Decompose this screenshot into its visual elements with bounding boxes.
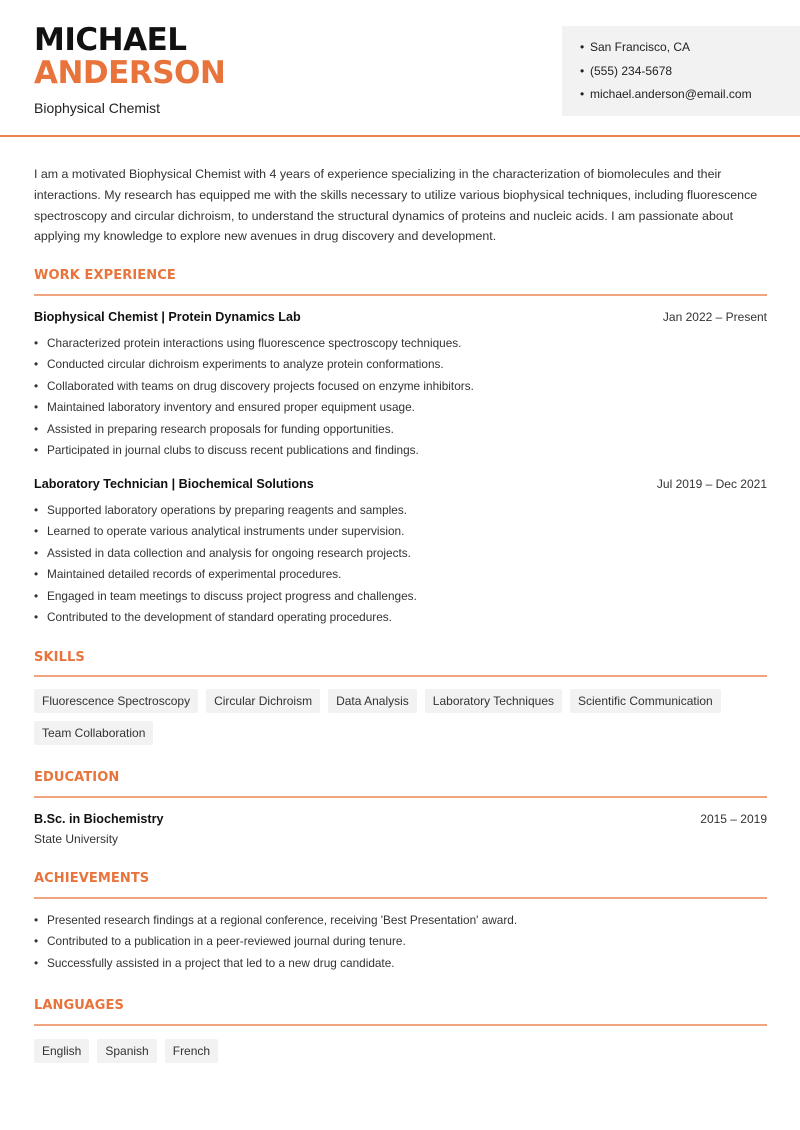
list-item: • Maintained detailed records of experimental procedures.	[34, 567, 417, 588]
list-item: • Learned to operate various analytical instruments under supervision.	[34, 524, 417, 545]
contact-phone: • (555) 234-5678	[580, 63, 800, 87]
job-dates: Jul 2019 – Dec 2021	[656, 477, 767, 491]
section-divider	[34, 294, 767, 296]
education-entry-header	[34, 812, 767, 826]
section-title-skills: SKILLS	[34, 650, 85, 665]
list-item: • Supported laboratory operations by preparing reagents and samples.	[34, 503, 417, 524]
language-tag: French	[165, 1039, 218, 1063]
job-heading: Laboratory Technician | Biochemical Solutions	[34, 477, 314, 491]
section-title-work: WORK EXPERIENCE	[34, 268, 176, 283]
list-item: • Maintained laboratory inventory and ensured proper equipment usage.	[34, 400, 474, 421]
achievement-bullets	[34, 913, 517, 977]
list-item: • Participated in journal clubs to discuss recent publications and findings.	[34, 443, 474, 464]
contact-email[interactable]: • michael.anderson@email.com	[580, 86, 800, 110]
language-tag: Spanish	[97, 1039, 156, 1063]
list-item: • Presented research findings at a regional conference, receiving 'Best Presentation' award.	[34, 913, 517, 934]
degree: B.Sc. in Biochemistry	[34, 812, 164, 826]
job-entry-header	[34, 310, 767, 324]
section-title-achievements: ACHIEVEMENTS	[34, 871, 150, 886]
section-divider	[34, 1024, 767, 1026]
skill-tag: Fluorescence Spectroscopy	[34, 689, 198, 713]
list-item: • Successfully assisted in a project that led to a new drug candidate.	[34, 956, 517, 977]
job-bullets	[34, 336, 474, 464]
last-name: ANDERSON	[34, 55, 226, 91]
list-item: • Contributed to a publication in a peer-reviewed journal during tenure.	[34, 934, 517, 955]
language-tags	[34, 1039, 774, 1071]
skill-tag: Team Collaboration	[34, 721, 153, 745]
language-tag: English	[34, 1039, 89, 1063]
candidate-name	[34, 24, 225, 90]
list-item: • Assisted in data collection and analysis for ongoing research projects.	[34, 546, 417, 567]
education-dates: 2015 – 2019	[700, 812, 767, 826]
school-name: State University	[34, 832, 119, 846]
section-divider	[34, 897, 767, 899]
skill-tag: Circular Dichroism	[206, 689, 320, 713]
skill-tag: Laboratory Techniques	[425, 689, 562, 713]
job-dates: Jan 2022 – Present	[662, 310, 767, 324]
skill-tag: Data Analysis	[328, 689, 417, 713]
skills-tags	[34, 689, 774, 753]
section-divider	[34, 796, 767, 798]
contact-box	[562, 26, 800, 116]
resume-header	[0, 0, 800, 137]
summary-paragraph: I am a motivated Biophysical Chemist with 4 years of experience specializing in the characterization of biomolecules and their interactions. My research has equipped me with the skills necessary to utilize various biophysical techniques, including fluorescence spectroscopy and circular dichroism, to understand the structural dynamics of proteins and nucleic acids. I am passionate about applying my knowledge to explore new avenues in drug discovery and development.	[34, 167, 758, 244]
job-title: Biophysical Chemist	[34, 100, 161, 116]
list-item: • Collaborated with teams on drug discovery projects focused on enzyme inhibitors.	[34, 379, 474, 400]
first-name: MICHAEL	[34, 22, 187, 58]
job-heading: Biophysical Chemist | Protein Dynamics Lab	[34, 310, 301, 324]
contact-location: • San Francisco, CA	[580, 39, 800, 63]
section-title-education: EDUCATION	[34, 770, 120, 785]
list-item: • Assisted in preparing research proposals for funding opportunities.	[34, 422, 474, 443]
job-entry-header	[34, 477, 767, 491]
skill-tag: Scientific Communication	[570, 689, 721, 713]
list-item: • Contributed to the development of standard operating procedures.	[34, 610, 417, 631]
section-title-languages: LANGUAGES	[34, 998, 124, 1013]
list-item: • Characterized protein interactions using fluorescence spectroscopy techniques.	[34, 336, 474, 357]
section-divider	[34, 675, 767, 677]
list-item: • Engaged in team meetings to discuss project progress and challenges.	[34, 589, 417, 610]
job-bullets	[34, 503, 417, 631]
list-item: • Conducted circular dichroism experiments to analyze protein conformations.	[34, 357, 474, 378]
